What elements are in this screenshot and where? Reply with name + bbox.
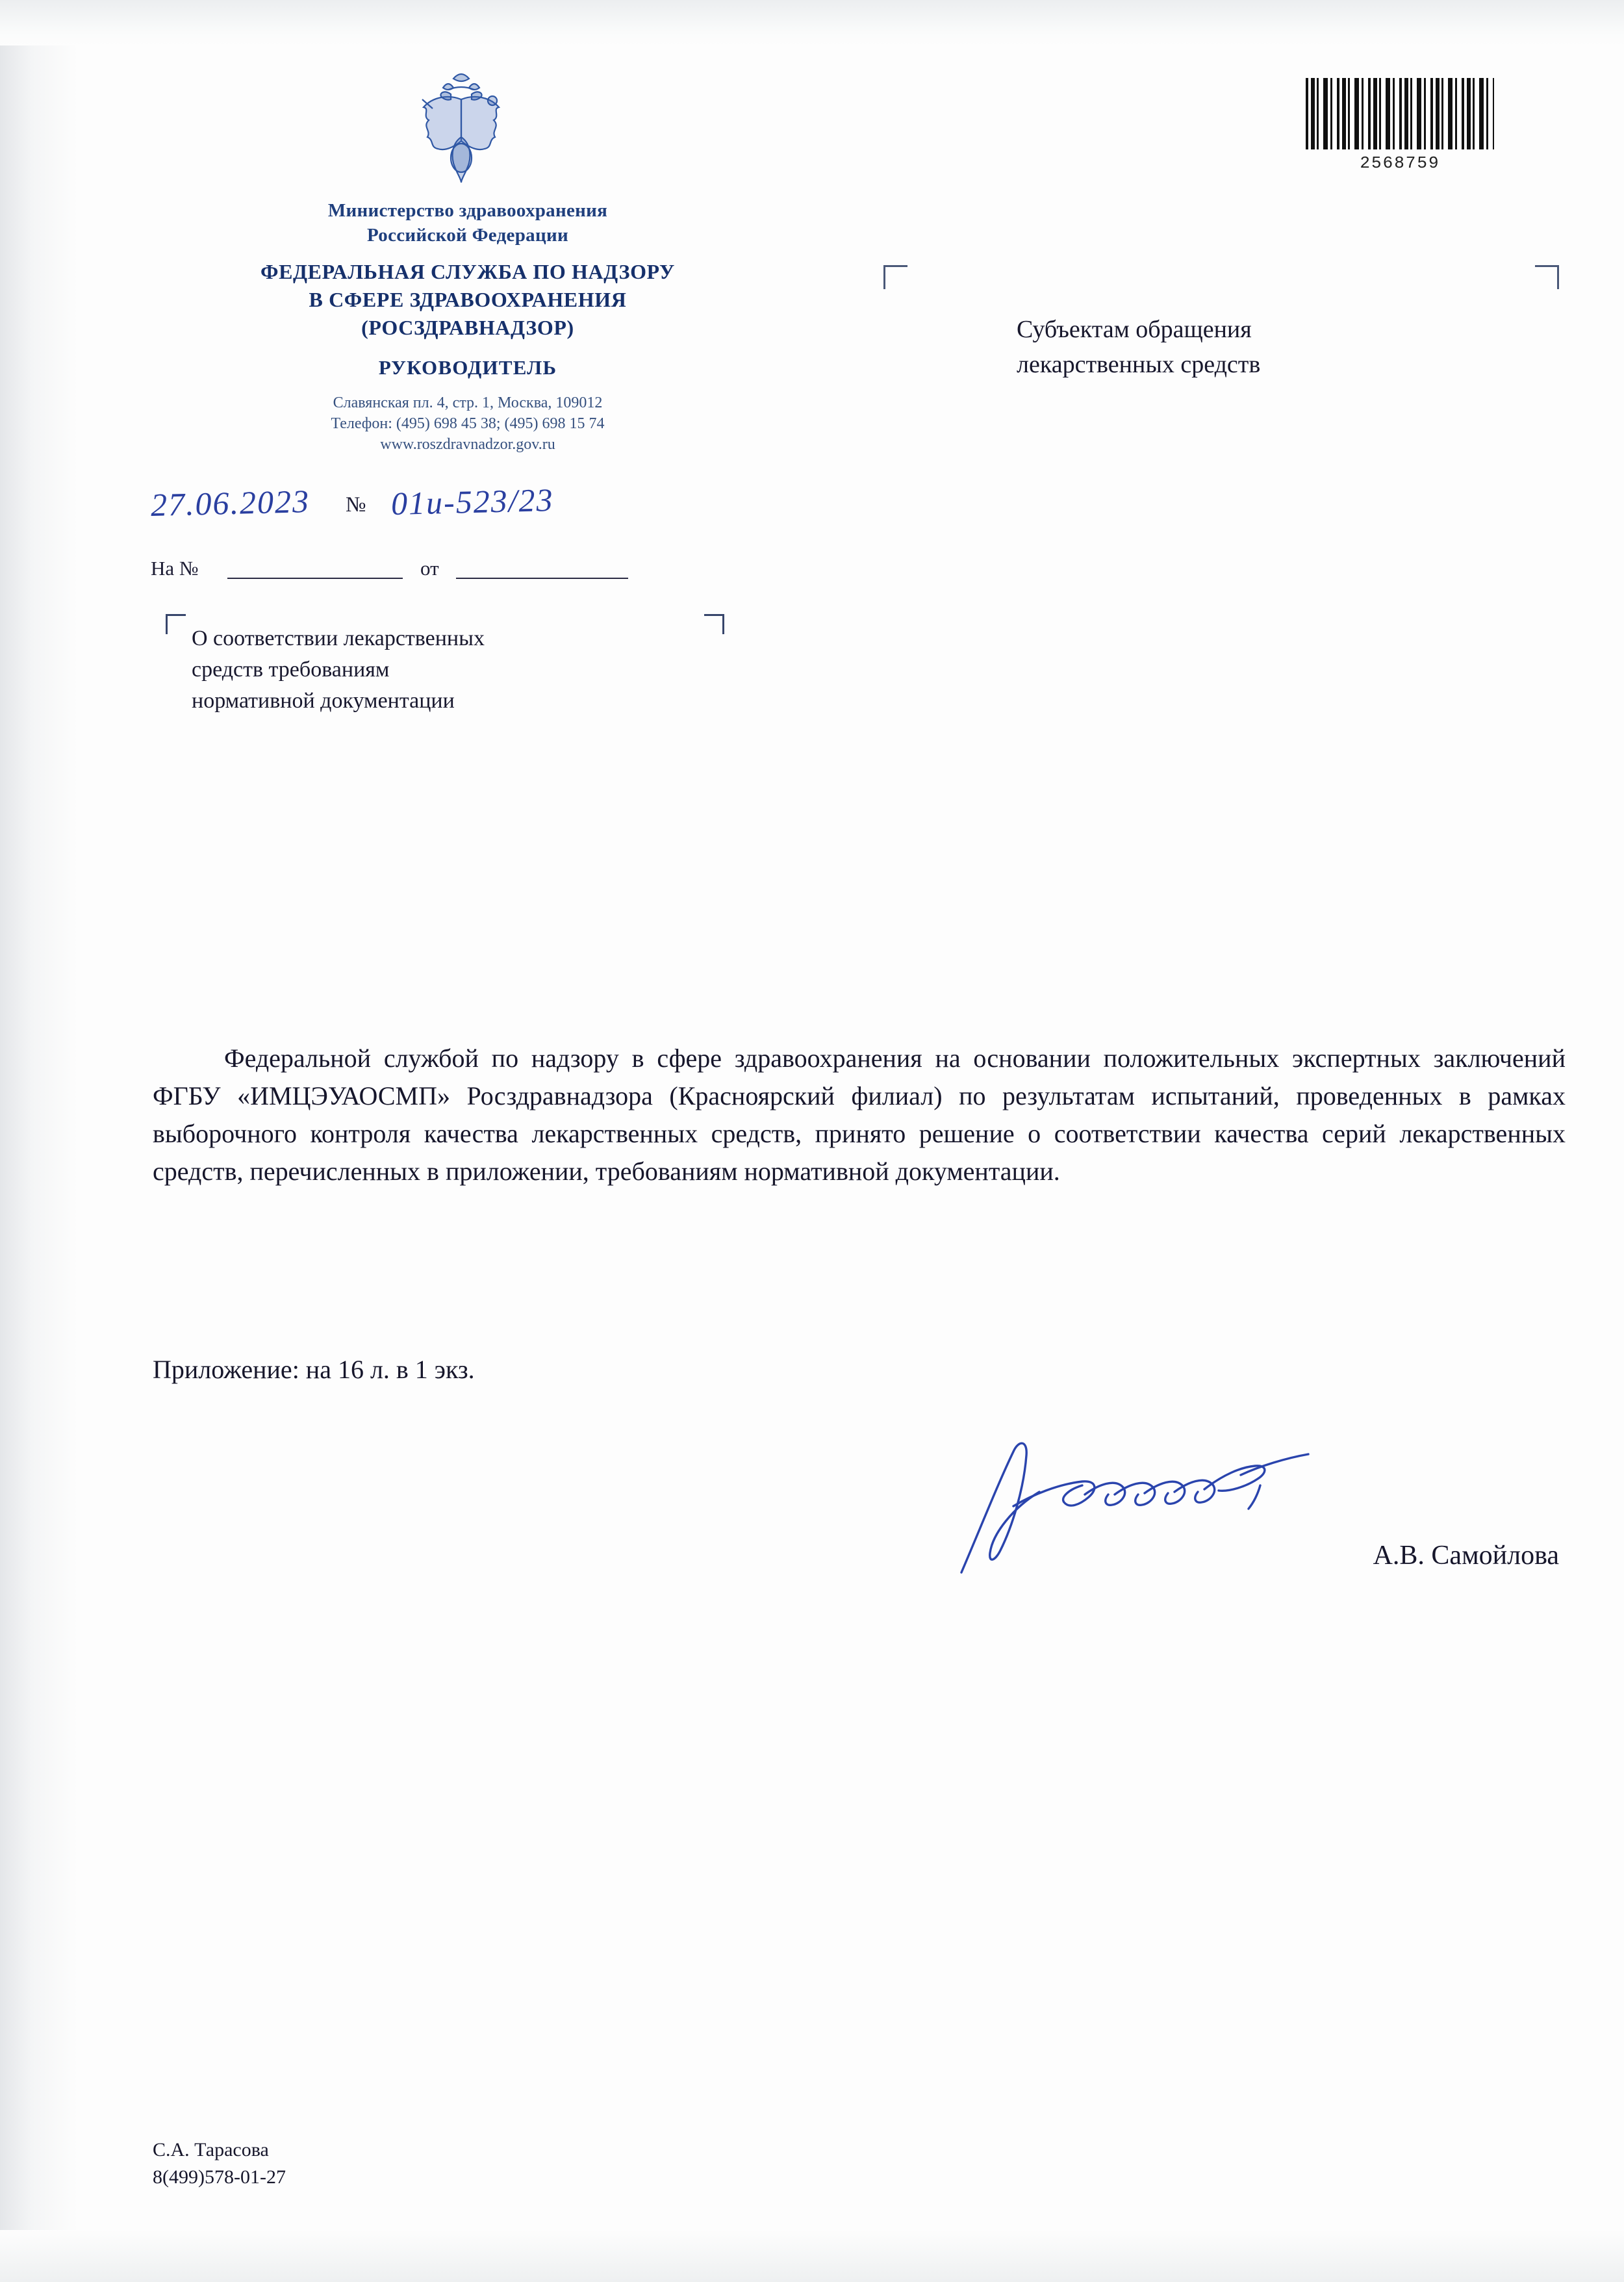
addressee-corner-top-left xyxy=(883,265,907,289)
registration-number-label: № xyxy=(346,493,366,517)
addressee-line-2: лекарственных средств xyxy=(1017,351,1261,378)
reply-to-label: На № xyxy=(151,557,199,580)
addressee-corner-top-right xyxy=(1535,265,1559,289)
subject-line-1: О соответствии лекарственных xyxy=(192,626,485,650)
subject-line-3: нормативной документации xyxy=(192,689,455,713)
scan-edge-shadow-bottom xyxy=(0,2230,1624,2282)
barcode-block xyxy=(1306,78,1494,173)
signer-name: А.В. Самойлова xyxy=(1373,1541,1559,1570)
service-line-3: (РОСЗДРАВНАДЗОР) xyxy=(361,316,574,339)
body-paragraph: Федеральной службой по надзору в сфере здравоохранения на основании положительных экспертных заключений ФГБУ «ИМЦЭУАОСМП» Росздравнадзора (Красноярский филиал) по результатам испытаний, проведенных в рамках выборочного контроля качества лекарственных средств, принято решение о соответствии качества серий лекарственных средств, перечисленных в приложении, требованиям нормативной документации. xyxy=(153,1044,1566,1186)
subject-corner-top-left xyxy=(166,614,186,634)
executor-name: С.А. Тарасова xyxy=(153,2139,269,2160)
russian-coat-of-arms-emblem-icon xyxy=(403,68,520,192)
service-line-1: ФЕДЕРАЛЬНАЯ СЛУЖБА ПО НАДЗОРУ xyxy=(260,260,675,283)
contact-website: www.roszdravnadzor.gov.ru xyxy=(380,436,555,453)
attachment-note: Приложение: на 16 л. в 1 экз. xyxy=(153,1355,475,1384)
barcode-image xyxy=(1306,78,1494,149)
scan-edge-shadow-left xyxy=(0,0,78,2282)
subject-text xyxy=(192,623,485,717)
contact-address: Славянская пл. 4, стр. 1, Москва, 109012 xyxy=(333,394,603,411)
registration-date-handwritten: 27.06.2023 xyxy=(150,483,311,523)
letterhead xyxy=(143,198,793,455)
scan-edge-shadow-top xyxy=(0,0,1624,45)
executor-phone: 8(499)578-01-27 xyxy=(153,2166,286,2188)
ministry-line-1: Министерство здравоохранения xyxy=(327,200,608,221)
reply-reference-row xyxy=(151,556,735,584)
executor-block xyxy=(153,2136,286,2191)
service-line-2: В СФЕРЕ ЗДРАВООХРАНЕНИЯ xyxy=(309,288,627,311)
registration-number-handwritten: 01и-523/23 xyxy=(390,481,555,522)
addressee-line-1: Субъектам обращения xyxy=(1017,316,1252,343)
registration-line xyxy=(150,481,800,530)
subject-block xyxy=(166,614,724,718)
subject-line-2: средств требованиям xyxy=(192,658,390,682)
reply-date-rule xyxy=(456,578,628,579)
signature-block xyxy=(935,1429,1559,1644)
addressee-block xyxy=(1017,312,1484,382)
barcode-number: 2568759 xyxy=(1360,153,1440,173)
reply-date-label: от xyxy=(420,557,439,580)
subject-corner-top-right xyxy=(704,614,724,634)
contact-phones: Телефон: (495) 698 45 38; (495) 698 15 74 xyxy=(331,415,605,432)
reply-to-rule xyxy=(227,578,403,579)
ministry-line-2: Российской Федерации xyxy=(366,225,568,246)
role-title: РУКОВОДИТЕЛЬ xyxy=(378,356,557,379)
handwritten-signature-icon xyxy=(935,1429,1429,1598)
